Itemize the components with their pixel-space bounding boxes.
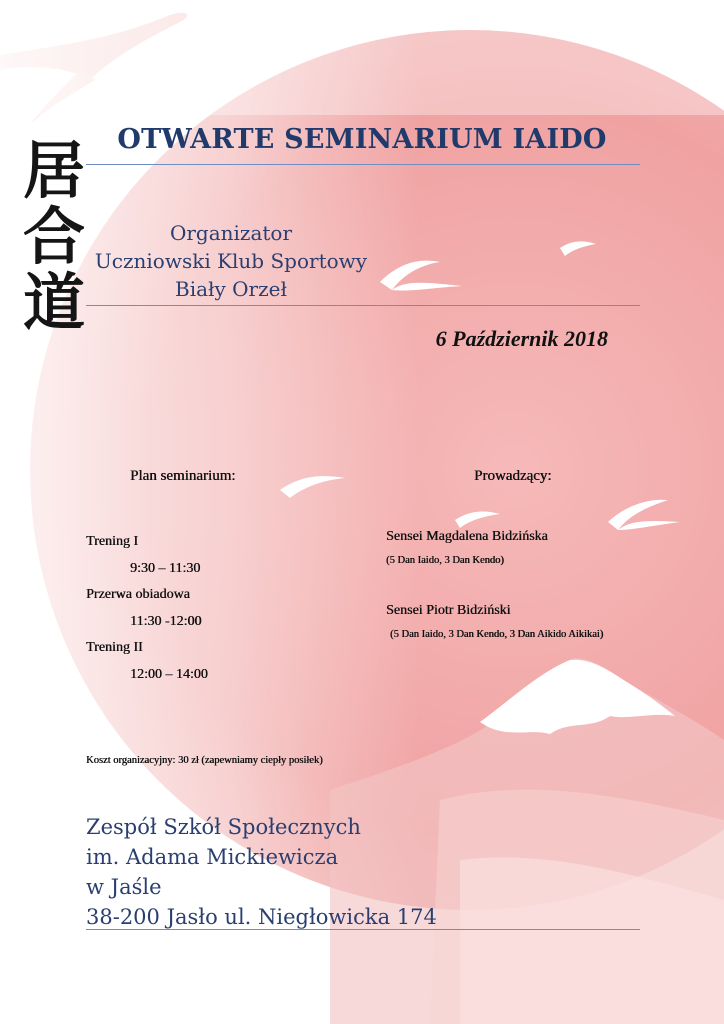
kanji-character: 道 [22,266,85,339]
divider [86,305,640,306]
schedule-item: Przerwa obiadowa [86,587,190,602]
school-line: im. Adama Mickiewicza [86,845,339,869]
instructor-rank: (5 Dan Iaido, 3 Dan Kendo) [386,555,504,566]
kanji-character: 居 [22,134,85,207]
event-date: 6 Październik 2018 [435,326,608,351]
instructor-name: Sensei Piotr Bidziński [386,603,511,618]
school-line: Zespół Szkół Społecznych [86,815,361,839]
instructors-heading: Prowadzący: [474,468,552,484]
instructor-name: Sensei Magdalena Bidzińska [386,529,548,544]
school-line: 38-200 Jasło ul. Niegłowicka 174 [86,905,437,929]
school-address [86,812,437,932]
organizer-label: Organizator [169,221,293,245]
divider [86,164,640,165]
schedule-time: 11:30 -12:00 [130,613,202,629]
instructor-rank: (5 Dan Iaido, 3 Dan Kendo, 3 Dan Aikido Aikikai) [390,629,604,640]
schedule-item: Trening II [86,640,143,655]
schedule-list [86,529,346,688]
organizer-line: Uczniowski Klub Sportowy [94,249,368,273]
organizer-line: Biały Orzeł [175,277,287,301]
cost-note: Koszt organizacyjny: 30 zł (zapewniamy ciepły posiłek) [86,755,323,766]
page-title: OTWARTE SEMINARIUM IAIDO [117,124,607,155]
kanji-character: 合 [22,200,85,273]
instructors-list [386,529,686,641]
schedule-time: 9:30 – 11:30 [130,560,201,576]
schedule-item: Trening I [86,534,138,549]
schedule-time: 12:00 – 14:00 [130,666,208,682]
organizer-block [86,219,376,303]
school-line: w Jaśle [86,875,162,899]
plan-heading: Plan seminarium: [130,468,236,484]
divider [86,929,640,930]
